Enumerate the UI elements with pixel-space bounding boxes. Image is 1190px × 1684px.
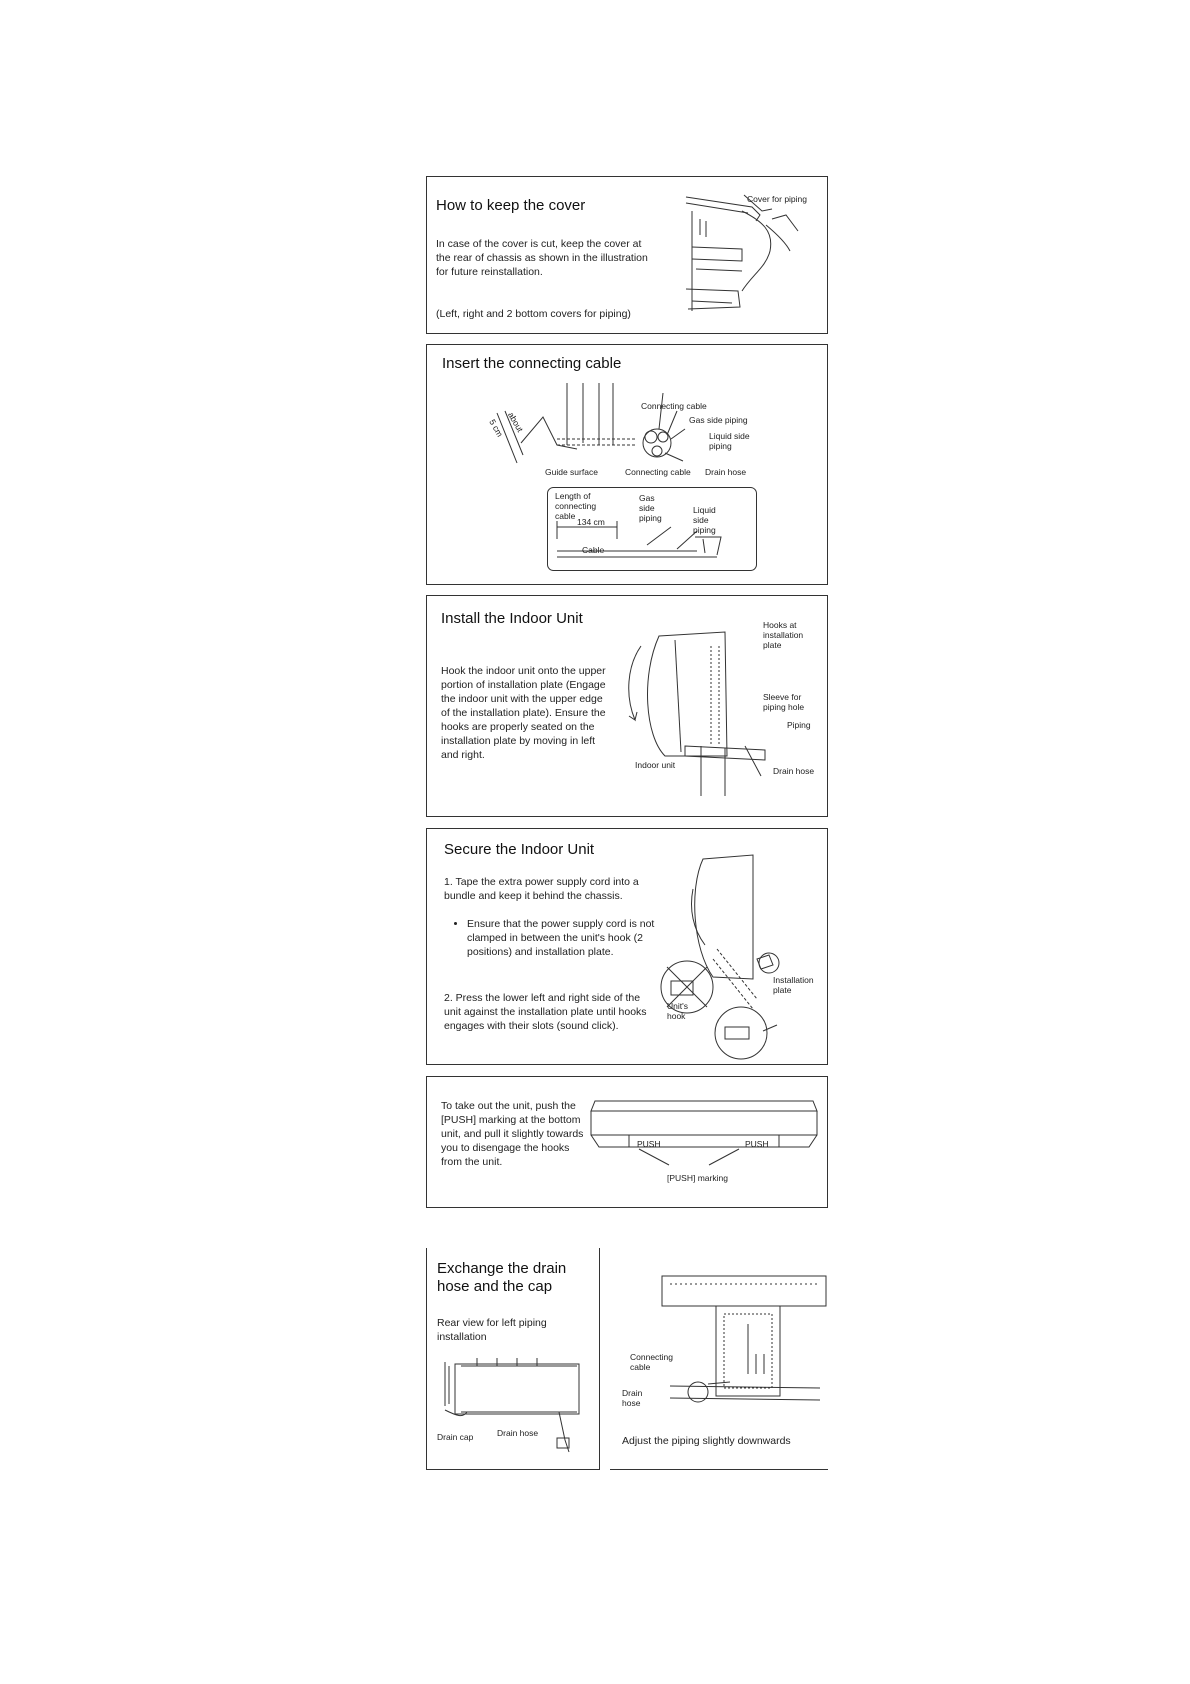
- cover-note: (Left, right and 2 bottom covers for piping): [436, 308, 631, 320]
- install-piping-label: Piping: [787, 720, 811, 730]
- cable-dim-label: 134 cm: [577, 517, 605, 527]
- adjust-connecting-label: Connecting cable: [630, 1352, 674, 1372]
- cable-cable-label: Cable: [582, 545, 605, 555]
- cable-liquid-label-2: Liquid side piping: [693, 505, 716, 535]
- install-hooks-label: Hooks at installation plate: [763, 620, 804, 650]
- cable-panel: [426, 344, 828, 585]
- cable-drain-label: Drain hose: [705, 467, 747, 477]
- install-drain-label: Drain hose: [773, 766, 815, 776]
- exchange-title: Exchange the drain hose and the cap: [437, 1260, 567, 1295]
- cable-connecting-label: Connecting cable: [641, 401, 707, 411]
- exchange-panel: [426, 1248, 600, 1470]
- cover-illustration: [682, 191, 822, 321]
- cover-panel: [426, 176, 828, 334]
- takeout-illustration: [589, 1097, 819, 1167]
- install-title: Install the Indoor Unit: [441, 610, 583, 627]
- cover-body: In case of the cover is cut, keep the cover at the rear of chassis as shown in the illustration for future reinstallation.: [436, 238, 648, 278]
- secure-step1: 1. Tape the extra power supply cord into a bundle and keep it behind the chassis.: [444, 876, 639, 902]
- adjust-drain-label: Drain hose: [622, 1388, 643, 1408]
- install-panel: [426, 595, 828, 817]
- secure-illustration: [653, 849, 823, 1059]
- install-sleeve-label: Sleeve for piping hole: [763, 692, 805, 712]
- install-illustration: [615, 626, 765, 796]
- cable-connecting-label-2: Connecting cable: [625, 467, 691, 477]
- secure-step2: 2. Press the lower left and right side of the unit against the installation plate until hooks engages with their slots (sound click).: [444, 992, 647, 1032]
- secure-hook-label: Unit's hook: [667, 1001, 688, 1021]
- exchange-drain-hose-label: Drain hose: [497, 1428, 539, 1438]
- secure-plate-label: Installation plate: [773, 975, 814, 995]
- cable-gas-label-2: Gas side piping: [639, 493, 662, 523]
- secure-panel: [426, 828, 828, 1065]
- install-indoor-label: Indoor unit: [635, 760, 676, 770]
- cable-liquid-label: Liquid side piping: [709, 431, 750, 451]
- cable-gas-label: Gas side piping: [689, 415, 748, 425]
- secure-title: Secure the Indoor Unit: [444, 841, 595, 858]
- cover-piping-label: Cover for piping: [747, 194, 808, 204]
- adjust-caption: Adjust the piping slightly downwards: [622, 1435, 791, 1447]
- cable-guide-label: Guide surface: [545, 467, 598, 477]
- secure-bullet-list: [455, 917, 672, 959]
- adjust-panel: [610, 1248, 828, 1470]
- exchange-subtitle: Rear view for left piping installation: [437, 1317, 547, 1343]
- takeout-marking-label: [PUSH] marking: [667, 1173, 728, 1183]
- takeout-panel: [426, 1076, 828, 1208]
- takeout-push-left: PUSH: [637, 1139, 661, 1149]
- install-body: Hook the indoor unit onto the upper portion of installation plate (Engage the indoor unit with the upper edge of the installation plate). Ensure the hooks are properly seated on the installation plate by moving in left and right.: [441, 665, 606, 761]
- cover-title: How to keep the cover: [436, 197, 586, 214]
- adjust-illustration: [660, 1274, 826, 1424]
- exchange-drain-cap-label: Drain cap: [437, 1432, 474, 1442]
- cable-title: Insert the connecting cable: [442, 355, 622, 372]
- secure-bullet: • Ensure that the power supply cord is not clamped in between the unit's hook (2 positions) and installation plate.: [467, 917, 672, 959]
- takeout-body: To take out the unit, push the [PUSH] marking at the bottom unit, and pull it slightly towards you to disengage the hooks from the unit.: [441, 1100, 584, 1168]
- takeout-push-right: PUSH: [745, 1139, 769, 1149]
- cable-about-label: about: [505, 410, 526, 434]
- cable-cm-label: 5 cm: [487, 417, 506, 439]
- cable-length-label: Length of connecting cable: [555, 491, 597, 521]
